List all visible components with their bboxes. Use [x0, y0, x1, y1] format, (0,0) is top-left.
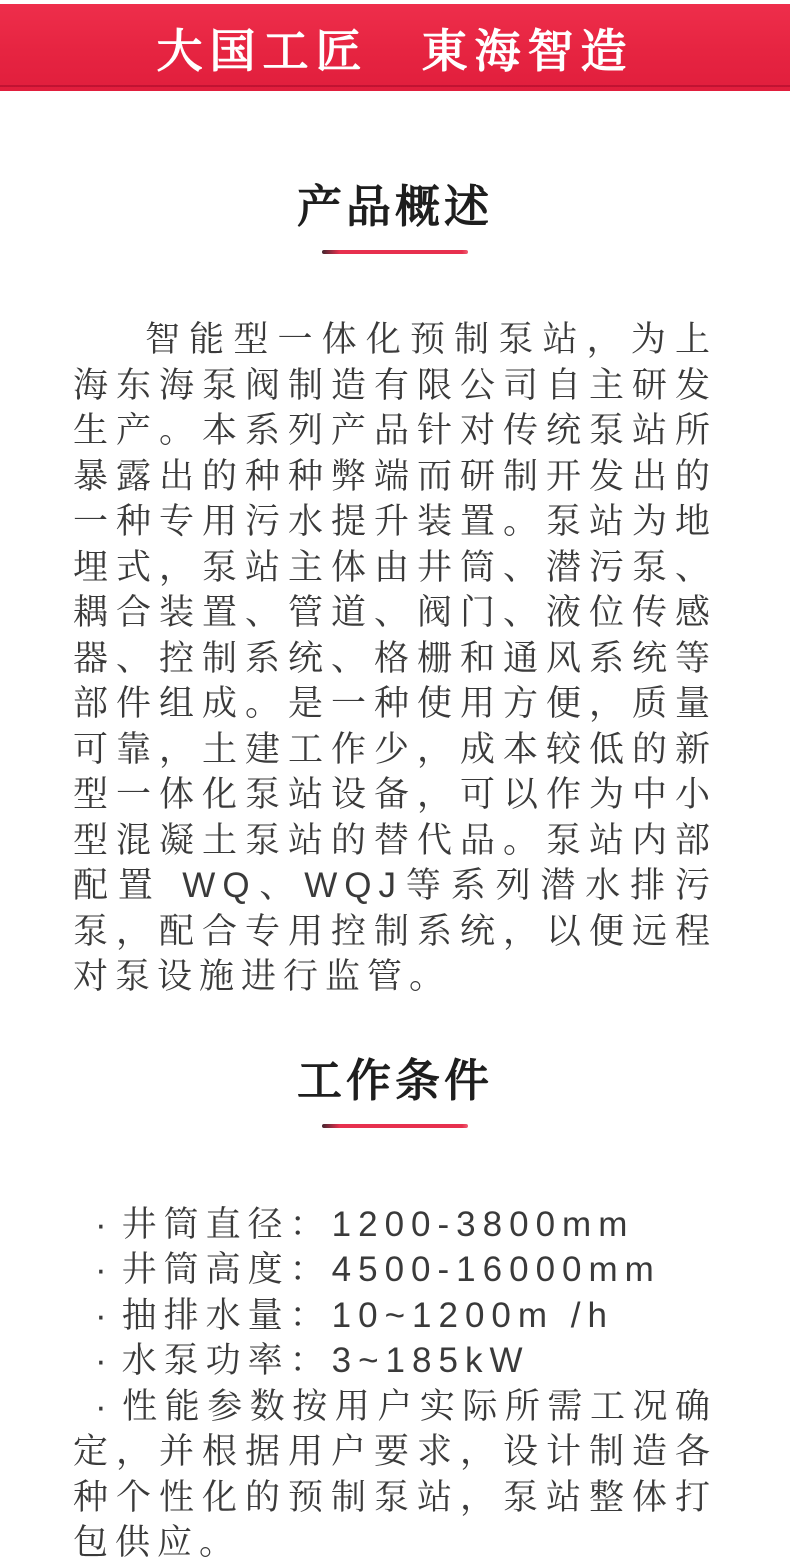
bullet-marker: ·	[95, 1386, 114, 1426]
bullet-marker: ·	[95, 1204, 114, 1244]
overview-title-underline	[322, 250, 468, 254]
list-item	[73, 1293, 717, 1339]
conditions-title: 工作条件	[296, 1054, 493, 1106]
list-item-text: 井筒直径：1200-3800mm	[121, 1204, 635, 1244]
list-item-text: 水泵功率：3~185kW	[121, 1341, 530, 1380]
list-item-text: 性能参数按用户实际所需工况确定，并根据用户要求，设计制造各种个性化的预制泵站，泵站整体打包供应。	[73, 1386, 717, 1562]
bullet-marker: ·	[95, 1250, 114, 1289]
banner-title: 大国工匠 東海智造	[156, 24, 634, 77]
section-working-conditions	[0, 1044, 790, 1566]
bullet-marker: ·	[95, 1295, 114, 1335]
overview-title: 产品概述	[296, 181, 493, 232]
list-item-text: 抽排水量：10~1200m /h	[121, 1295, 614, 1335]
list-item	[73, 1202, 717, 1248]
overview-heading	[0, 170, 790, 254]
list-item-text: 井筒高度：4500-16000mm	[121, 1250, 661, 1289]
bullet-marker: ·	[95, 1341, 114, 1380]
conditions-list	[73, 1202, 717, 1566]
overview-paragraph: 智能型一体化预制泵站，为上海东海泵阀制造有限公司自主研发生产。本系列产品针对传统泵站所暴露出的种种弊端而研制开发出的一种专用污水提升装置。泵站为地埋式，泵站主体由井筒、潜污泵、耦合装置、管道、阀门、液位传感器、控制系统、格栅和通风系统等部件组成。是一种使用方便，质量可靠，土建工作少，成本较低的新型一体化泵站设备，可以作为中小型混凝土泵站的替代品。泵站内部配置 WQ、WQJ等系列潜水排污泵，配合专用控制系统，以便远程对泵设施进行监管。	[73, 320, 717, 996]
list-item	[73, 1338, 717, 1384]
list-item	[73, 1384, 717, 1566]
conditions-title-underline	[322, 1124, 468, 1128]
conditions-heading	[0, 1044, 790, 1128]
list-item	[73, 1247, 717, 1293]
header-banner	[0, 4, 790, 91]
section-overview	[0, 170, 790, 1000]
